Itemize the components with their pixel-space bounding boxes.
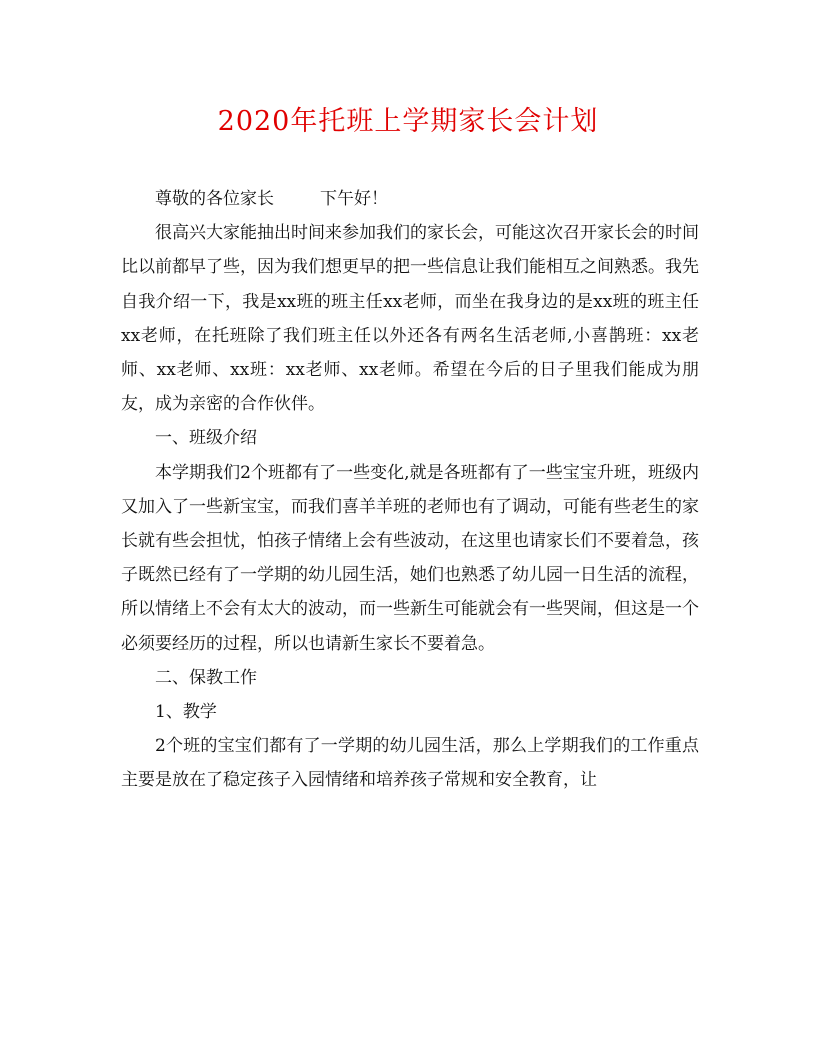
paragraph-teaching: 2个班的宝宝们都有了一学期的幼儿园生活，那么上学期我们的工作重点主要是放在了稳定孩子入园情绪和培养孩子常规和安全教育，让: [121, 736, 699, 791]
document-title: 2020年托班上学期家长会计划: [217, 106, 599, 137]
greeting-line: [121, 182, 699, 216]
greeting-addressee: 尊敬的各位家长: [155, 189, 274, 209]
greeting-salutation: 下午好！: [320, 189, 388, 209]
subsection-heading-teaching: 1、教学: [155, 702, 217, 723]
document-body: [121, 182, 699, 798]
paragraph-class-intro: 本学期我们2个班都有了一些变化,就是各班都有了一些宝宝升班，班级内又加入了一些新宝宝，而我们喜羊羊班的老师也有了调动，可能有些老生的家长就有些会担忧，怕孩子情绪上会有些波动，在这里也请家长们不要着急，孩子既然已经有了一学期的幼儿园生活，她们也熟悉了幼儿园一日生活的流程，所以情绪上不会有太大的波动，而一些新生可能就会有一些哭闹，但这是一个必须要经历的过程，所以也请新生家长不要着急。: [121, 462, 699, 654]
paragraph-introduction: 很高兴大家能抽出时间来参加我们的家长会，可能这次召开家长会的时间比以前都早了些，因为我们想更早的把一些信息让我们能相互之间熟悉。我先自我介绍一下，我是xx班的班主任xx老师，而坐在我身边的是xx班的班主任xx老师，在托班除了我们班主任以外还各有两名生活老师,小喜鹊班：xx老师、xx老师、xx班：xx老师、xx老师。希望在今后的日子里我们能成为朋友，成为亲密的合作伙伴。: [121, 223, 699, 415]
section-heading-care-education: 二、保教工作: [155, 667, 257, 688]
section-heading-class-intro: 一、班级介绍: [155, 428, 257, 449]
